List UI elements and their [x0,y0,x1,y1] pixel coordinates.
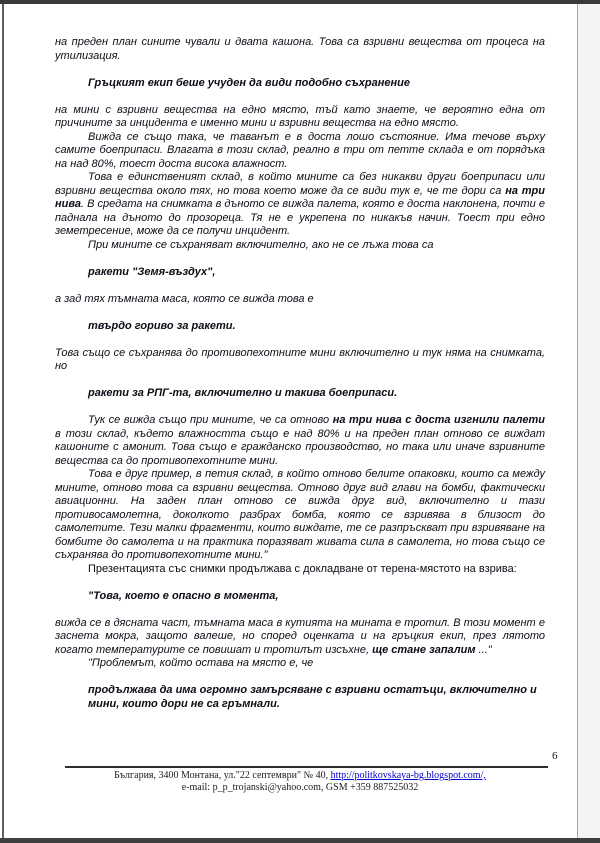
page-border-bottom [0,838,600,843]
footer-rule [65,766,548,768]
quote-line: ракети "Земя-въздух", [88,265,216,278]
section-heading: Гръцкият екип беше учуден да види подобно съхранение [88,76,410,89]
paragraph: на преден план сините чували и двата кашона. Това са взривни вещества от процеса на утилизация. [55,36,545,62]
quote-line: твърдо гориво за ракети. [88,319,236,332]
paragraph: Вижда се също така, че таванът е в доста лошо състояние. Има течове върху самите боеприпаси. Влагата в този склад, реално в три от петте склада е от порядъка на над 80%, тоест доста висока влажност. [55,130,545,170]
page-number: 6 [552,750,558,762]
footer-address: България, 3400 Монтана, ул."22 септември" № 40, [114,770,331,781]
paragraph: "Проблемът, който остава на място е, че [88,657,314,669]
page-border-top [0,0,600,4]
footer-link[interactable]: http://politkovskaya-bg.blogspot.com/, [330,770,486,781]
paragraph: на мини с взривни вещества на едно място, тъй като знаете, че вероятно една от причините за инцидента е именно мини и взривни вещества на едно място. [55,103,545,129]
paragraph: Тук се вижда също при мините, че са отново на три нива с доста изгнили палети в този склад, където влажността също е над 80% и на преден план отново се виждат кашоните с амонит. Това също е гражданско производство, но така или иначе взривните вещества са до противопехотните мини. [55,414,545,467]
paragraph: Това е друг пример, в петия склад, в който отново белите опаковки, които са между мините, отново това са взривни вещества. Отново друг вид глави на бомби, фактически авиационни. На заден план отново се вижда друг вид, включително и тази противосамолетна, доколкото разбрах бомба, която се взривява в близост до самолетите. Тези малки фрагменти, които виждате, те се разпръскват при взривяване на бомбите до самолета и на практика поразяват живата сила в самолета, но това също се съхранява до противопехотните мини." [55,468,545,561]
paragraph: Това е единственият склад, в който мините са без никакви други боеприпаси или взривни вещества около тях, но това което може да се види тук е, че те дори са на три нива. В средата на снимката в дъното се вижда палета, която е доста наклонена, почти е паднала на дъното до прозореца. Тя не е укрепена по никакъв начин. Тоест при едно земетресение, може да се получи инцидент. [55,171,545,237]
bold-phrase: ще стане запалим [372,643,476,656]
quote-line: продължава да има огромно замърсяване с взривни остатъци, включително и мини, които дори не са гръмнали. [88,684,537,710]
page-right-gutter [578,4,600,838]
footer-address-line [55,770,545,782]
bold-phrase: на три нива [55,184,545,210]
paragraph: При мините се съхраняват включително, ако не се лъжа това са [88,238,434,251]
bold-phrase: на три нива с доста изгнили палети [332,414,545,426]
paragraph: Презентацията със снимки продължава с докладване от терена-мястото на взрива: [88,562,517,575]
paragraph: вижда се в дясната част, тъмната маса в кутията на мината е тротил. В този момент е заснета мокра, защото валеше, но според оценката и на гръцкия екип, през лятото когато температурите се повишат и тротилът изсъхне, ще стане запалим ..." [55,616,545,656]
page-border-left [2,4,4,838]
paragraph: Това също се съхранява до противопехотните мини включително и тук няма на снимката, но [55,346,545,372]
quote-line: ракети за РПГ-та, включително и такива боеприпаси. [88,387,398,399]
document-body [55,36,545,711]
quote-line: "Това, което е опасно в момента, [88,589,279,602]
paragraph: а зад тях тъмната маса, която се вижда това е [55,292,314,305]
footer-contact-line: e-mail: p_p_trojanski@yahoo.com, GSM +359 887525032 [181,782,419,793]
